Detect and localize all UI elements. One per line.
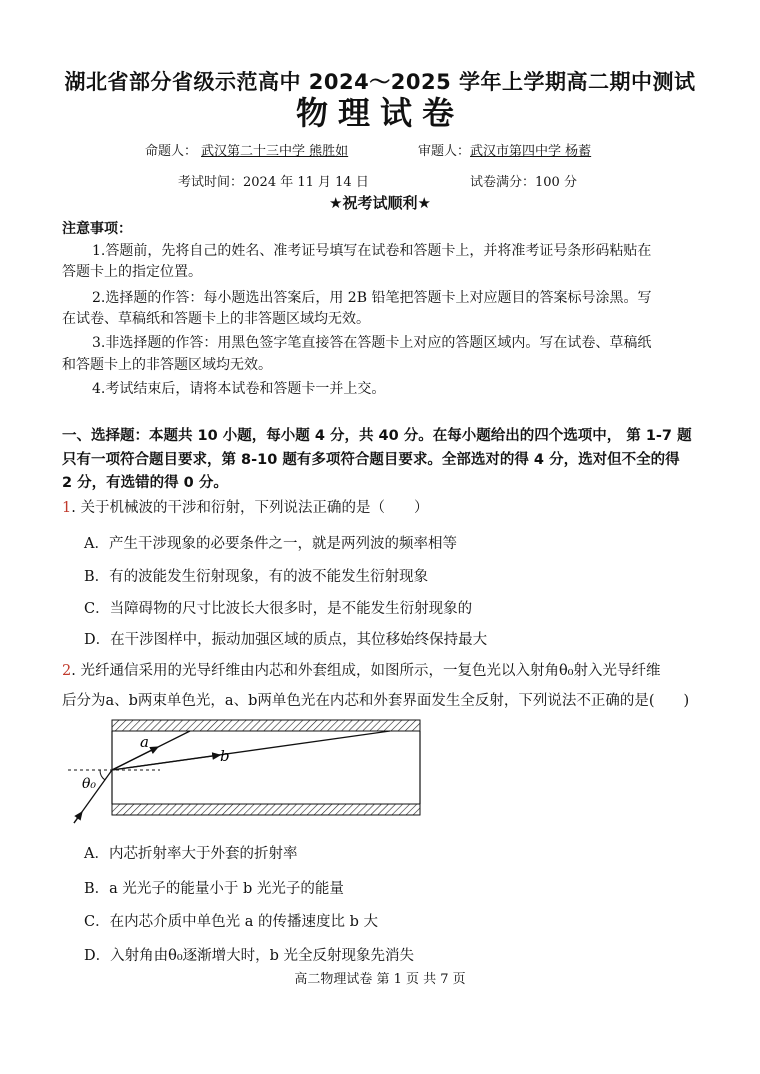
note-2-line-1: 2.选择题的作答：每小题选出答案后，用 2B 铅笔把答题卡上对应题目的答案标号涂黑。写 bbox=[92, 290, 652, 306]
reviewer-value: 武汉市第四中学 杨蓄 bbox=[470, 144, 592, 159]
question-1-text: . 关于机械波的干涉和衍射，下列说法正确的是（ ） bbox=[71, 500, 429, 516]
exam-title: 湖北省部分省级示范高中 2024～2025 学年上学期高二期中测试 bbox=[64, 70, 696, 94]
optical-fiber-figure bbox=[60, 715, 430, 830]
good-luck-banner: ★祝考试顺利★ bbox=[329, 194, 431, 212]
cladding-bottom bbox=[112, 804, 420, 815]
note-1-line-2: 答题卡上的指定位置。 bbox=[62, 264, 202, 280]
q1-option-a: A．产生干涉现象的必要条件之一，就是两列波的频率相等 bbox=[84, 536, 457, 552]
reviewer-line bbox=[418, 140, 591, 159]
q2-option-d: D．入射角由θ₀逐渐增大时，b 光全反射现象先消失 bbox=[84, 948, 415, 964]
subject-title: 物理试卷 bbox=[295, 94, 464, 132]
setter-label: 命题人： bbox=[145, 144, 198, 159]
section-1-line-3: 2 分，有选错的得 0 分。 bbox=[62, 475, 228, 491]
setter-line bbox=[145, 140, 348, 159]
question-2-text-1: . 光纤通信采用的光导纤维由内芯和外套组成，如图所示，一复色光以入射角θ₀射入光导纤维 bbox=[71, 663, 661, 679]
label-theta0: θ₀ bbox=[82, 776, 97, 792]
note-2-line-2: 在试卷、草稿纸和答题卡上的非答题区域均无效。 bbox=[62, 311, 370, 327]
setter-value: 武汉第二十三中学 熊胜如 bbox=[201, 144, 349, 159]
q2-option-a: A．内芯折射率大于外套的折射率 bbox=[84, 846, 298, 862]
label-b: b bbox=[220, 747, 230, 765]
full-score: 试卷满分：100 分 bbox=[470, 175, 577, 190]
incident-arrow bbox=[74, 812, 82, 823]
section-1-line-1: 一、选择题：本题共 10 小题，每小题 4 分，共 40 分。在每小题给出的四个选项中， 第 1-7 题 bbox=[62, 428, 692, 444]
note-3-line-1: 3.非选择题的作答：用黑色签字笔直接答在答题卡上对应的答题区域内。写在试卷、草稿纸 bbox=[92, 335, 652, 351]
cladding-top bbox=[112, 720, 420, 731]
question-1-stem bbox=[62, 496, 428, 521]
q2-option-b: B．a 光光子的能量小于 b 光光子的能量 bbox=[84, 881, 344, 897]
note-3-line-2: 和答题卡上的非答题区域均无效。 bbox=[62, 357, 272, 373]
q1-option-b: B．有的波能发生衍射现象，有的波不能发生衍射现象 bbox=[84, 569, 429, 585]
question-2-stem-line-1 bbox=[62, 659, 661, 684]
reviewer-label: 审题人： bbox=[418, 144, 471, 159]
page-footer: 高二物理试卷 第 1 页 共 7 页 bbox=[294, 972, 466, 987]
notes-heading: 注意事项： bbox=[62, 221, 132, 237]
q1-option-c: C．当障碍物的尺寸比波长大很多时，是不能发生衍射现象的 bbox=[84, 601, 473, 617]
question-2-number: 2 bbox=[62, 663, 72, 679]
exam-time: 考试时间：2024 年 11 月 14 日 bbox=[178, 175, 369, 190]
q2-option-c: C．在内芯介质中单色光 a 的传播速度比 b 大 bbox=[84, 914, 378, 930]
q1-option-d: D．在干涉图样中，振动加强区域的质点，其位移始终保持最大 bbox=[84, 632, 488, 648]
question-2-stem-line-2: 后分为a、b两束单色光，a、b两单色光在内芯和外套界面发生全反射，下列说法不正确的是( ) bbox=[62, 693, 690, 709]
note-1-line-1: 1.答题前，先将自己的姓名、准考证号填写在试卷和答题卡上，并将准考证号条形码粘贴在 bbox=[92, 243, 652, 259]
question-1-number: 1 bbox=[62, 500, 72, 516]
note-4: 4.考试结束后，请将本试卷和答题卡一并上交。 bbox=[92, 381, 386, 397]
label-a: a bbox=[140, 733, 149, 751]
section-1-line-2: 只有一项符合题目要求，第 8-10 题有多项符合题目要求。全部选对的得 4 分，选对但不全的得 bbox=[62, 452, 680, 468]
angle-arc bbox=[100, 770, 105, 780]
